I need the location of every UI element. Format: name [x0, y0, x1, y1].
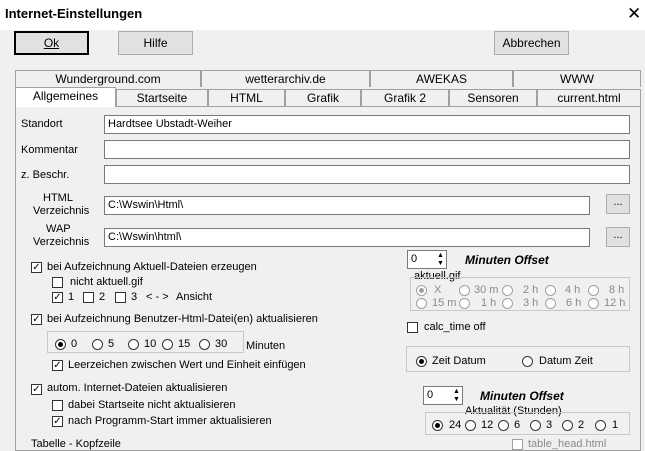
- benutzer-html-checkbox[interactable]: ✓: [32, 314, 41, 325]
- gif-option-3h: 3 h: [523, 297, 539, 309]
- kommentar-input[interactable]: [104, 140, 630, 159]
- ansicht-1-checkbox[interactable]: ✓: [53, 292, 62, 303]
- akt-radio-2[interactable]: [562, 420, 573, 431]
- gif-option-6h: 6 h: [566, 297, 582, 309]
- gif-option-4h: 4 h: [565, 284, 581, 296]
- akt-option-6: 6: [514, 419, 521, 431]
- minuten-radio-10[interactable]: [128, 339, 139, 350]
- ansicht-2-checkbox[interactable]: [83, 292, 94, 303]
- minuten-radio-0[interactable]: [55, 339, 66, 350]
- wap-dir-browse-button[interactable]: ...: [606, 227, 630, 247]
- minuten-radio-30[interactable]: [199, 339, 210, 350]
- tab-startseite[interactable]: Startseite: [116, 89, 208, 106]
- wap-dir-input[interactable]: C:\Wswin\html\: [104, 228, 590, 247]
- gif-option-2h: 2 h: [523, 284, 539, 296]
- spin-up-icon[interactable]: ▲: [437, 252, 444, 259]
- aktualitaet-label: Aktualität (Stunden): [465, 405, 562, 417]
- gif-radio-4h[interactable]: [545, 285, 556, 296]
- tab-html[interactable]: HTML: [208, 89, 285, 106]
- ansicht-1-label: 1: [68, 291, 75, 303]
- table-head-label: table_head.html: [528, 438, 607, 450]
- gif-option-x: X: [434, 284, 442, 296]
- programm-start-label: nach Programm-Start immer aktualisieren: [68, 415, 272, 427]
- tab-allgemeines[interactable]: Allgemeines: [15, 87, 116, 107]
- minuten-option-30: 30: [215, 338, 228, 350]
- html-dir-browse-button[interactable]: ...: [606, 194, 630, 214]
- ansicht-3-checkbox[interactable]: [115, 292, 126, 303]
- spin-up-icon[interactable]: ▲: [453, 388, 460, 395]
- akt-radio-3[interactable]: [530, 420, 541, 431]
- close-icon[interactable]: ✕: [627, 4, 642, 23]
- standort-label: Standort: [21, 118, 63, 130]
- minuten-option-10: 10: [144, 338, 157, 350]
- minuten-option-0: 0: [71, 338, 78, 350]
- ansicht-2-label: 2: [99, 291, 106, 303]
- startseite-nicht-checkbox[interactable]: [52, 400, 63, 411]
- akt-option-2: 2: [578, 419, 585, 431]
- gif-radio-1h[interactable]: [459, 298, 470, 309]
- html-dir-label-1: HTML: [43, 192, 73, 204]
- programm-start-checkbox[interactable]: ✓: [53, 416, 62, 427]
- tab-awekas[interactable]: AWEKAS: [370, 70, 513, 87]
- kommentar-label: Kommentar: [21, 144, 78, 156]
- datum-zeit-label: Datum Zeit: [539, 355, 593, 367]
- tab-current-html[interactable]: current.html: [537, 89, 641, 106]
- leerzeichen-label: Leerzeichen zwischen Wert und Einheit einfügen: [68, 359, 306, 371]
- minuten-offset-spinner[interactable]: [407, 250, 447, 269]
- leerzeichen-checkbox[interactable]: ✓: [53, 360, 62, 371]
- cancel-button[interactable]: Abbrechen: [494, 31, 569, 55]
- tab-grafik[interactable]: Grafik: [285, 89, 361, 106]
- html-dir-input[interactable]: C:\Wswin\Html\: [104, 196, 590, 215]
- minuten-offset-2-spinner[interactable]: [423, 386, 463, 405]
- ansicht-arrows: < - >: [146, 291, 169, 303]
- tabelle-kopfzeile-label: Tabelle - Kopfzeile: [31, 438, 121, 450]
- minuten-offset-2-value: 0: [427, 389, 434, 401]
- gif-radio-30m[interactable]: [459, 285, 470, 296]
- wap-dir-label-2: Verzeichnis: [33, 236, 90, 248]
- gif-option-30m: 30 m: [474, 284, 499, 296]
- zeit-datum-label: Zeit Datum: [432, 355, 486, 367]
- minuten-offset-value: 0: [411, 253, 418, 265]
- minuten-offset-label: Minuten Offset: [465, 253, 549, 267]
- akt-option-24: 24: [449, 419, 462, 431]
- tab-www[interactable]: WWW: [513, 70, 641, 87]
- nicht-aktuell-gif-checkbox[interactable]: [52, 277, 63, 288]
- help-button[interactable]: Hilfe: [118, 31, 193, 55]
- minuten-offset-2-label: Minuten Offset: [480, 389, 564, 403]
- gif-radio-3h[interactable]: [502, 298, 513, 309]
- calc-time-label: calc_time off: [424, 321, 486, 333]
- ansicht-3-label: 3: [131, 291, 138, 303]
- startseite-nicht-label: dabei Startseite nicht aktualisieren: [68, 399, 236, 411]
- akt-radio-24[interactable]: [432, 420, 443, 431]
- beschreibung-label: z. Beschr.: [21, 169, 70, 181]
- tab-sensoren[interactable]: Sensoren: [449, 89, 537, 106]
- akt-option-3: 3: [546, 419, 553, 431]
- aktuell-dateien-label: bei Aufzeichnung Aktuell-Dateien erzeugen: [47, 261, 257, 273]
- autom-internet-label: autom. Internet-Dateien aktualisieren: [47, 382, 228, 394]
- datum-zeit-radio[interactable]: [522, 356, 533, 367]
- beschreibung-input[interactable]: [104, 165, 630, 184]
- akt-option-12: 12: [481, 419, 494, 431]
- standort-input[interactable]: Hardtsee Ubstadt-Weiher: [104, 115, 630, 134]
- gif-radio-15m[interactable]: [416, 298, 427, 309]
- gif-radio-x[interactable]: [416, 285, 427, 296]
- tab-wunderground[interactable]: Wunderground.com: [15, 70, 201, 87]
- aktuell-dateien-checkbox[interactable]: ✓: [32, 262, 41, 273]
- window-title: Internet-Einstellungen: [5, 6, 143, 21]
- ansicht-label: Ansicht: [176, 291, 213, 303]
- gif-radio-2h[interactable]: [502, 285, 513, 296]
- minuten-label: Minuten: [246, 340, 286, 352]
- zeit-datum-radio[interactable]: [416, 356, 427, 367]
- akt-radio-1[interactable]: [595, 420, 606, 431]
- aktuell-gif-label: aktuell.gif: [414, 270, 461, 282]
- ok-button[interactable]: Ok: [14, 31, 89, 55]
- tab-wetterarchiv[interactable]: wetterarchiv.de: [201, 70, 370, 87]
- akt-radio-12[interactable]: [465, 420, 476, 431]
- gif-option-12h: 12 h: [604, 297, 626, 309]
- autom-internet-checkbox[interactable]: ✓: [32, 384, 41, 395]
- benutzer-html-label: bei Aufzeichnung Benutzer-Html-Datei(en) aktualisieren: [47, 313, 318, 325]
- gif-option-1h: 1 h: [481, 297, 497, 309]
- minuten-option-5: 5: [108, 338, 115, 350]
- gif-radio-8h[interactable]: [588, 285, 599, 296]
- minuten-radio-15[interactable]: [162, 339, 173, 350]
- gif-radio-12h[interactable]: [588, 298, 599, 309]
- spin-down-icon[interactable]: ▼: [453, 396, 460, 403]
- gif-radio-6h[interactable]: [545, 298, 556, 309]
- nicht-aktuell-gif-label: nicht aktuell.gif: [70, 276, 143, 288]
- calc-time-checkbox[interactable]: [407, 322, 418, 333]
- akt-radio-6[interactable]: [498, 420, 509, 431]
- spin-down-icon[interactable]: ▼: [437, 260, 444, 267]
- gif-option-8h: 8 h: [609, 284, 625, 296]
- html-dir-label-2: Verzeichnis: [33, 205, 90, 217]
- gif-option-15m: 15 m: [432, 297, 457, 309]
- table-head-checkbox[interactable]: [512, 439, 523, 450]
- minuten-option-15: 15: [178, 338, 191, 350]
- akt-option-1: 1: [612, 419, 619, 431]
- tab-grafik-2[interactable]: Grafik 2: [361, 89, 449, 106]
- wap-dir-label-1: WAP: [46, 223, 71, 235]
- minuten-radio-5[interactable]: [92, 339, 103, 350]
